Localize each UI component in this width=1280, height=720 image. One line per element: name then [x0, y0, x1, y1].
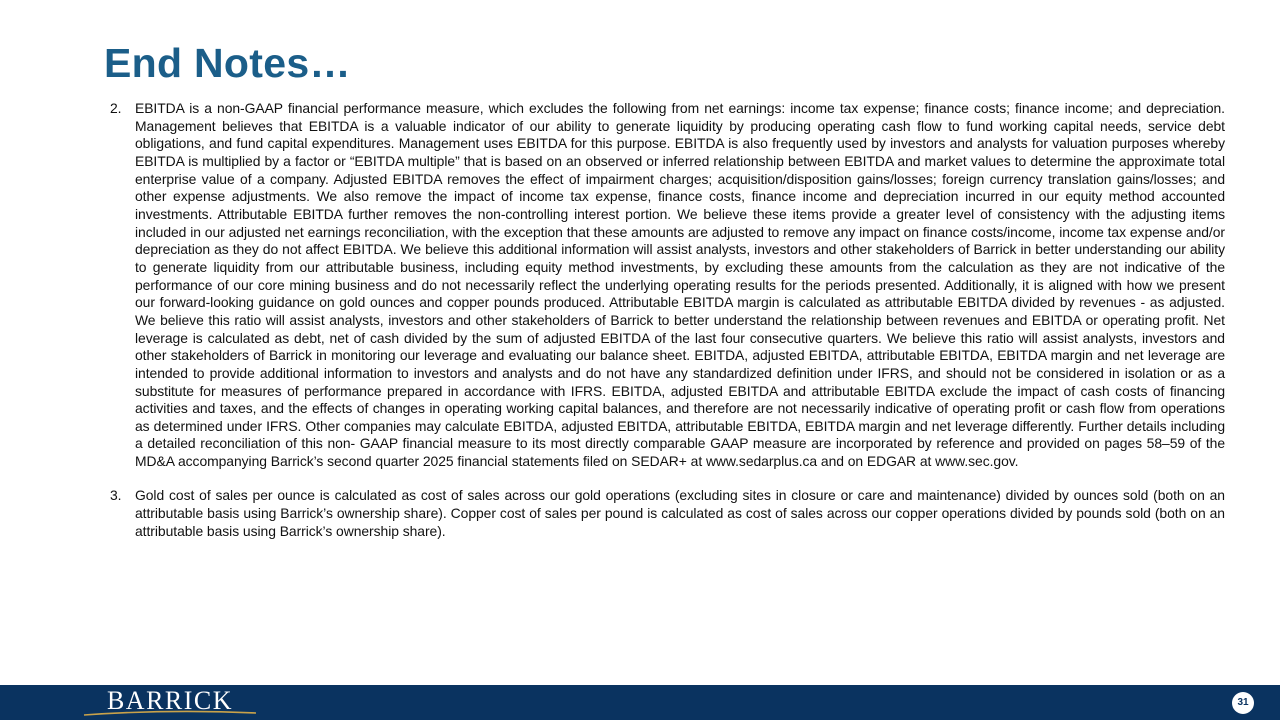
note-number: 3.	[110, 487, 122, 504]
page-number-badge: 31	[1232, 692, 1254, 714]
note-text: Gold cost of sales per ounce is calculated as cost of sales across our gold operations (excluding sites in closure or care and maintenance) divided by ounces sold (both on an attributable basis using Barrick’s ownership share). Copper cost of sales per pound is calculated as cost of sales across our copper operations divided by pounds sold (both on an attributable basis using Barrick’s ownership share).	[135, 487, 1225, 539]
page-title: End Notes…	[104, 40, 351, 86]
end-note-3	[110, 487, 1225, 540]
end-note-2	[110, 100, 1225, 471]
barrick-logo	[82, 686, 258, 718]
end-notes-list	[110, 100, 1225, 557]
note-text: EBITDA is a non-GAAP financial performance measure, which excludes the following from net earnings: income tax expense; finance costs; finance income; and depreciation. Management believes that EBITDA is a valuable indicator of our ability to generate liquidity by producing operating cash flow to fund working capital needs, service debt obligations, and fund capital expenditures. Management uses EBITDA for this purpose. EBITDA is also frequently used by investors and analysts for valuation purposes whereby EBITDA is multiplied by a factor or “EBITDA multiple” that is based on an observed or inferred relationship between EBITDA and market values to determine the approximate total enterprise value of a company. Adjusted EBITDA removes the effect of impairment charges; acquisition/disposition gains/losses; foreign currency translation gains/losses; and other expense adjustments. We also remove the impact of income tax expense, finance costs, finance income and depreciation incurred in our equity method accounted investments. Attributable EBITDA further removes the non-controlling interest portion. We believe these items provide a greater level of consistency with the adjusting items included in our adjusted net earnings reconciliation, with the exception that these amounts are adjusted to remove any impact on finance costs/income, income tax expense and/or depreciation as they do not affect EBITDA. We believe this additional information will assist analysts, investors and other stakeholders of Barrick in better understanding our ability to generate liquidity from our attributable business, including equity method investments, by excluding these amounts from the calculation as they are not indicative of the performance of our core mining business and do not necessarily reflect the underlying operating results for the periods presented. Additionally, it is aligned with how we present our forward-looking guidance on gold ounces and copper pounds produced. Attributable EBITDA margin is calculated as attributable EBITDA divided by revenues - as adjusted. We believe this ratio will assist analysts, investors and other stakeholders of Barrick to better understand the relationship between revenues and EBITDA or operating profit. Net leverage is calculated as debt, net of cash divided by the sum of adjusted EBITDA of the last four consecutive quarters. We believe this ratio will assist analysts, investors and other stakeholders of Barrick in monitoring our leverage and evaluating our balance sheet. EBITDA, adjusted EBITDA, attributable EBITDA, EBITDA margin and net leverage are intended to provide additional information to investors and analysts and do not have any standardized definition under IFRS, and should not be considered in isolation or as a substitute for measures of performance prepared in accordance with IFRS. EBITDA, adjusted EBITDA and attributable EBITDA exclude the impact of cash costs of financing activities and taxes, and the effects of changes in operating working capital balances, and therefore are not necessarily indicative of operating profit or cash flow from operations as determined under IFRS. Other companies may calculate EBITDA, adjusted EBITDA, attributable EBITDA, EBITDA margin and net leverage differently. Further details including a detailed reconciliation of this non- GAAP financial measure to its most directly comparable GAAP measure are incorporated by reference and provided on pages 58–59 of the MD&A accompanying Barrick’s second quarter 2025 financial statements filed on SEDAR+ at www.sedarplus.ca and on EDGAR at www.sec.gov.	[135, 100, 1225, 470]
note-number: 2.	[110, 100, 122, 116]
logo-wordmark: BARRICK	[106, 686, 234, 715]
